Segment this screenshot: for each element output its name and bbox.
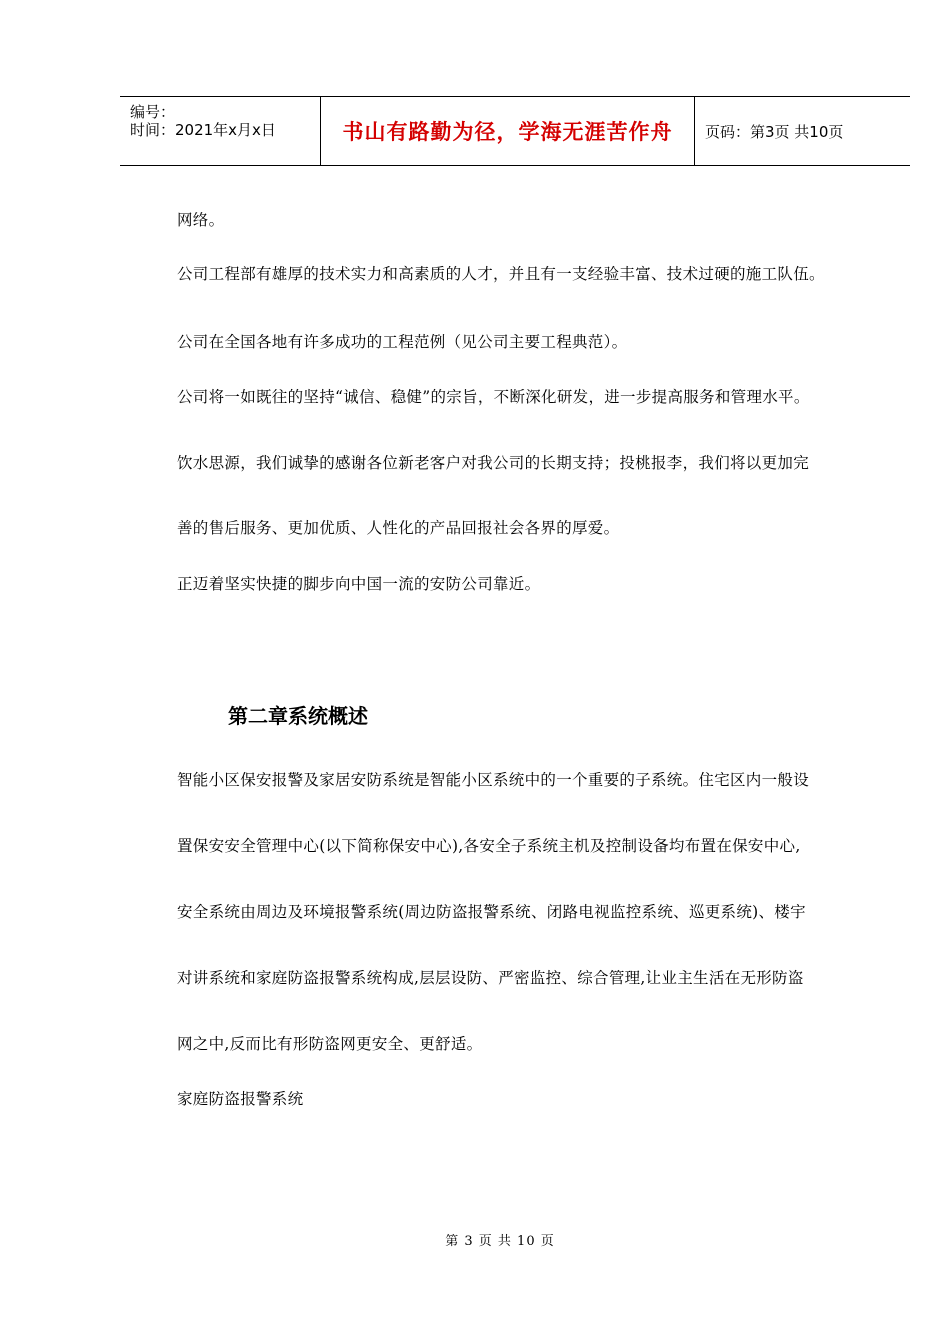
paragraph: 网络。	[177, 211, 225, 229]
page-footer: 第 3 页 共 10 页	[445, 1234, 555, 1249]
number-label: 编号：	[130, 103, 176, 121]
paragraph: 公司在全国各地有许多成功的工程范例（见公司主要工程典范）。	[177, 333, 628, 351]
paragraph: 安全系统由周边及环境报警系统(周边防盗报警系统、闭路电视监控系统、巡更系统)、楼宇	[177, 903, 806, 921]
paragraph: 公司将一如既往的坚持“诚信、稳健”的宗旨，不断深化研发，进一步提高服务和管理水平。	[177, 388, 810, 406]
header-motto-cell	[321, 97, 695, 165]
motto: 书山有路勤为径，学海无涯苦作舟	[342, 120, 673, 144]
paragraph: 网之中,反而比有形防盗网更安全、更舒适。	[177, 1035, 483, 1053]
time-label: 时间：2021年x月x日	[130, 121, 276, 139]
paragraph: 置保安安全管理中心(以下简称保安中心),各安全子系统主机及控制设备均布置在保安中心,	[177, 837, 801, 855]
header-page-cell	[695, 97, 910, 165]
paragraph: 智能小区保安报警及家居安防系统是智能小区系统中的一个重要的子系统。住宅区内一般设	[177, 771, 810, 789]
header-left-cell	[120, 97, 321, 165]
paragraph: 善的售后服务、更加优质、人性化的产品回报社会各界的厚爱。	[177, 519, 620, 537]
chapter-title: 第二章系统概述	[228, 704, 368, 728]
page-header	[120, 96, 910, 166]
paragraph: 对讲系统和家庭防盗报警系统构成,层层设防、严密监控、综合管理,让业主生活在无形防盗	[177, 969, 804, 987]
paragraph: 饮水思源，我们诚挚的感谢各位新老客户对我公司的长期支持；投桃报李，我们将以更加完	[177, 454, 810, 472]
paragraph: 公司工程部有雄厚的技术实力和高素质的人才，并且有一支经验丰富、技术过硬的施工队伍。	[177, 265, 825, 283]
page-info: 页码：第3页 共10页	[705, 122, 844, 141]
paragraph: 家庭防盗报警系统	[177, 1090, 304, 1108]
paragraph: 正迈着坚实快捷的脚步向中国一流的安防公司靠近。	[177, 575, 541, 593]
